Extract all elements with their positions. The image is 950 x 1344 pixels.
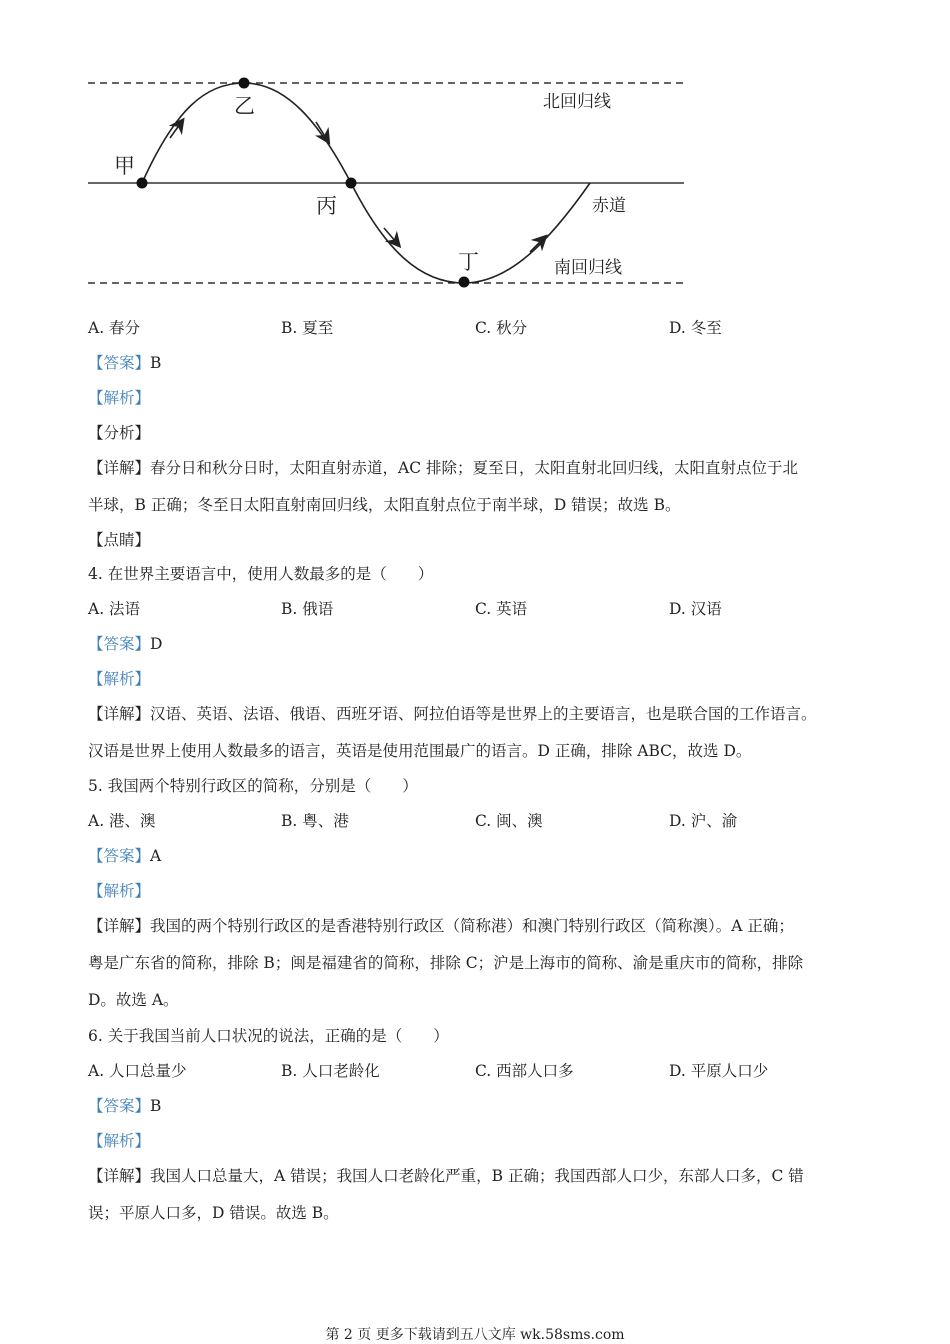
q5-detail-line-2: 粤是广东省的简称，排除 B；闽是福建省的简称，排除 C；沪是上海市的简称、渝是重庆市的简称，排除 bbox=[88, 954, 804, 972]
detail-tag: 【详解】 bbox=[88, 459, 151, 477]
q3-option-b[interactable]: B. 夏至 bbox=[281, 319, 334, 337]
q6-question: 6. 关于我国当前人口状况的说法，正确的是（ ） bbox=[88, 1027, 449, 1045]
sun-migration-diagram bbox=[0, 0, 950, 300]
q3-option-d[interactable]: D. 冬至 bbox=[669, 319, 722, 337]
point-ding bbox=[459, 277, 470, 288]
q4-question: 4. 在世界主要语言中，使用人数最多的是（ ） bbox=[88, 565, 434, 583]
q6-detail-line-1 bbox=[88, 1164, 804, 1186]
q4-analysis-tag: 【解析】 bbox=[88, 670, 151, 688]
answer-value: D bbox=[150, 635, 163, 653]
q4-option-c[interactable]: C. 英语 bbox=[475, 600, 528, 618]
q4-option-a[interactable]: A. 法语 bbox=[88, 600, 141, 618]
label-bing: 丙 bbox=[316, 194, 337, 218]
label-equator: 赤道 bbox=[592, 196, 626, 216]
detail-tag: 【详解】 bbox=[88, 1167, 151, 1185]
detail-text: 我国的两个特别行政区的是香港特别行政区（简称港）和澳门特别行政区（简称澳）。A 正确； bbox=[150, 917, 794, 935]
q3-detail-line-1 bbox=[88, 456, 798, 478]
label-jia: 甲 bbox=[114, 154, 135, 178]
q5-option-a[interactable]: A. 港、澳 bbox=[88, 812, 156, 830]
arrow-4-icon bbox=[530, 240, 542, 252]
point-yi bbox=[239, 78, 250, 89]
q4-detail-line-2: 汉语是世界上使用人数最多的语言，英语是使用范围最广的语言。D 正确，排除 ABC，故选 D。 bbox=[88, 742, 752, 760]
q3-option-a[interactable]: A. 春分 bbox=[88, 319, 141, 337]
detail-text: 汉语、英语、法语、俄语、西班牙语、阿拉伯语等是世界上的主要语言，也是联合国的工作语言。 bbox=[150, 705, 817, 723]
detail-tag: 【详解】 bbox=[88, 705, 151, 723]
answer-value: B bbox=[150, 1097, 162, 1115]
detail-text: 我国人口总量大，A 错误；我国人口老龄化严重，B 正确；我国西部人口少，东部人口多，C 错 bbox=[150, 1167, 804, 1185]
detail-text: 春分日和秋分日时，太阳直射赤道，AC 排除；夏至日，太阳直射北回归线，太阳直射点位于北 bbox=[150, 459, 798, 477]
q4-detail-line-1 bbox=[88, 702, 817, 724]
answer-value: B bbox=[150, 354, 162, 372]
q4-answer bbox=[88, 632, 162, 654]
q5-answer bbox=[88, 844, 161, 866]
q5-option-d[interactable]: D. 沪、渝 bbox=[669, 812, 738, 830]
q4-option-b[interactable]: B. 俄语 bbox=[281, 600, 334, 618]
q5-option-b[interactable]: B. 粤、港 bbox=[281, 812, 349, 830]
detail-tag: 【详解】 bbox=[88, 917, 151, 935]
point-jia bbox=[137, 178, 148, 189]
q5-option-c[interactable]: C. 闽、澳 bbox=[475, 812, 543, 830]
answer-tag: 【答案】 bbox=[88, 847, 151, 865]
q5-detail-line-3: D。故选 A。 bbox=[88, 991, 179, 1009]
page-footer: 第 2 页 更多下载请到五八文库 wk.58sms.com bbox=[325, 1327, 625, 1343]
answer-tag: 【答案】 bbox=[88, 1097, 151, 1115]
label-ding: 丁 bbox=[458, 250, 479, 274]
answer-tag: 【答案】 bbox=[88, 635, 151, 653]
label-tropic-capricorn: 南回归线 bbox=[554, 258, 622, 278]
q6-detail-line-2: 误；平原人口多，D 错误。故选 B。 bbox=[88, 1204, 339, 1222]
q4-option-d[interactable]: D. 汉语 bbox=[669, 600, 722, 618]
label-tropic-cancer: 北回归线 bbox=[543, 92, 611, 112]
point-bing bbox=[346, 178, 357, 189]
q6-analysis-tag: 【解析】 bbox=[88, 1132, 151, 1150]
q3-analysis-tag: 【解析】 bbox=[88, 389, 151, 407]
answer-value: A bbox=[150, 847, 162, 865]
q3-option-c[interactable]: C. 秋分 bbox=[475, 319, 528, 337]
q6-option-c[interactable]: C. 西部人口多 bbox=[475, 1062, 574, 1080]
q6-option-b[interactable]: B. 人口老龄化 bbox=[281, 1062, 380, 1080]
q6-option-a[interactable]: A. 人口总量少 bbox=[88, 1062, 187, 1080]
answer-tag: 【答案】 bbox=[88, 354, 151, 372]
q6-option-d[interactable]: D. 平原人口少 bbox=[669, 1062, 769, 1080]
q5-detail-line-1 bbox=[88, 914, 794, 936]
q3-dianjing-tag: 【点睛】 bbox=[88, 531, 151, 549]
q5-analysis-tag: 【解析】 bbox=[88, 882, 151, 900]
q3-fenxi-tag: 【分析】 bbox=[88, 424, 151, 442]
arrow-1-icon bbox=[170, 124, 180, 138]
label-yi: 乙 bbox=[234, 94, 255, 118]
q3-answer bbox=[88, 351, 161, 373]
q6-answer bbox=[88, 1094, 161, 1116]
q5-question: 5. 我国两个特别行政区的简称，分别是（ ） bbox=[88, 777, 418, 795]
q3-detail-line-2: 半球，B 正确；冬至日太阳直射南回归线，太阳直射点位于南半球，D 错误；故选 B。 bbox=[88, 496, 681, 514]
